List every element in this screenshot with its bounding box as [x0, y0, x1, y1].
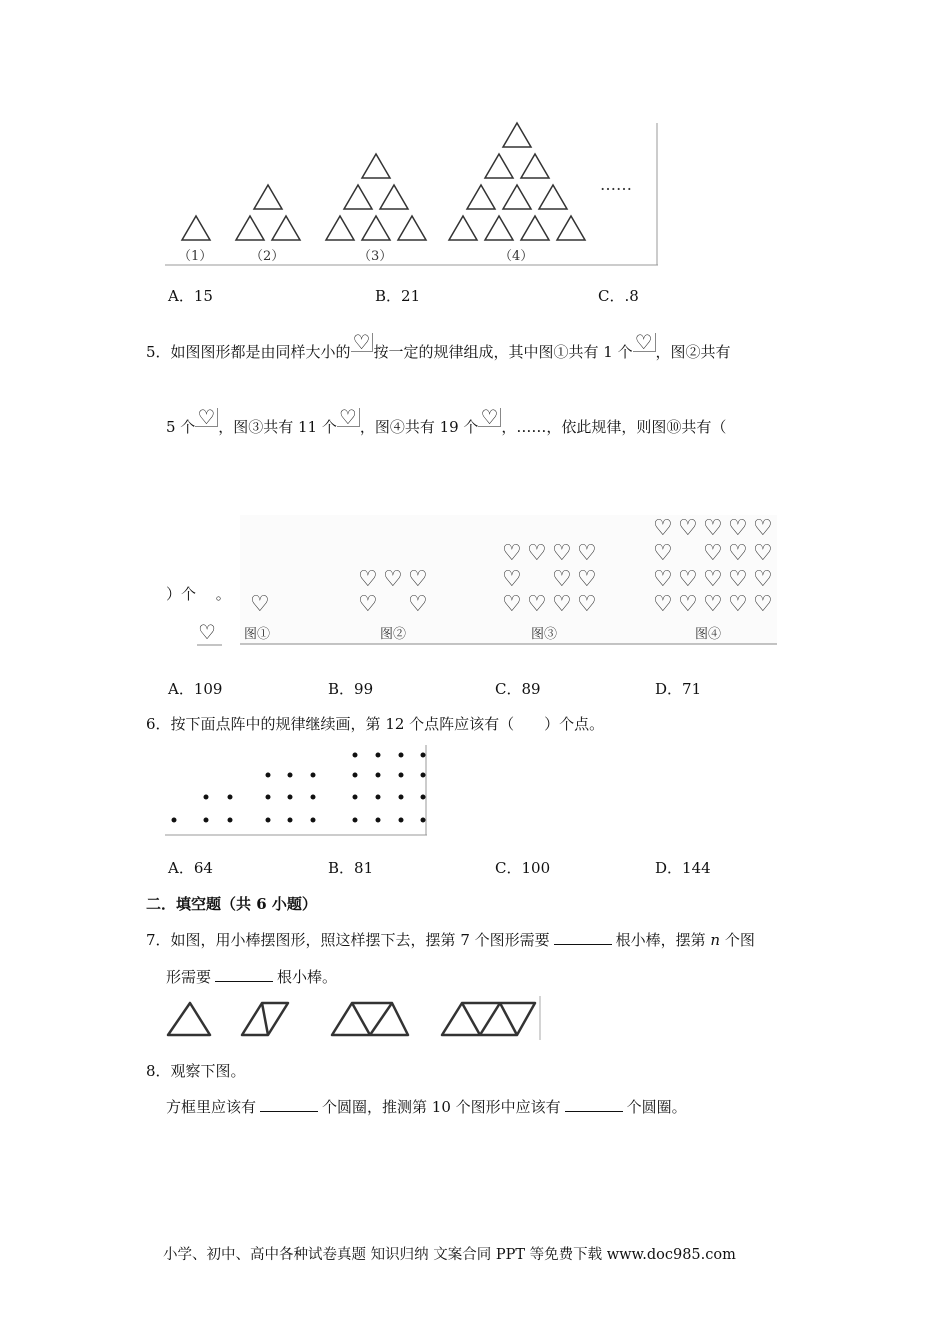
- text: 个图: [720, 931, 755, 949]
- dot: [288, 773, 293, 778]
- triangle-shape: [521, 216, 549, 240]
- heart-icon: ♡: [577, 567, 597, 592]
- heart-icon: ♡: [728, 541, 748, 566]
- dot: [399, 818, 404, 823]
- triangle-shape: [503, 185, 531, 209]
- question-7-line2: [166, 967, 337, 987]
- dot: [311, 773, 316, 778]
- heart-icon: ♡: [728, 567, 748, 592]
- option-a: A．109: [168, 680, 223, 698]
- dot: [288, 795, 293, 800]
- heart-icon: ♡: [653, 592, 673, 617]
- triangle-shape: [380, 185, 408, 209]
- text: 按一定的规律组成，其中图①共有 1 个: [373, 343, 633, 361]
- variable-n: n: [710, 931, 721, 949]
- triangle-shape: [344, 185, 372, 209]
- heart-icon: ♡: [358, 567, 378, 592]
- triangle-shape: [521, 154, 549, 178]
- heart-icon: ♡: [678, 592, 698, 617]
- text: ，图②共有: [655, 343, 731, 361]
- option-a: A．15: [168, 287, 213, 305]
- dot: [172, 818, 177, 823]
- heart-icon: ♡: [577, 541, 597, 566]
- heart-icon: ♡: [753, 516, 773, 541]
- heart-icon: ♡: [728, 592, 748, 617]
- text: 根小棒。: [277, 968, 338, 986]
- text: 方框里应该有: [166, 1098, 257, 1116]
- heart-icon: ♡: [552, 592, 572, 617]
- sticks-figure: [168, 996, 540, 1040]
- heart-icon: ♡: [678, 516, 698, 541]
- heart-icon: ♡: [753, 567, 773, 592]
- text: 个圆圈，推测第 10 个图形中应该有: [322, 1098, 561, 1116]
- dot: [353, 753, 358, 758]
- text: ，图③共有 11 个: [218, 418, 337, 436]
- dot: [376, 795, 381, 800]
- fig-label: （3）: [358, 249, 393, 264]
- text: 7．如图，用小棒摆图形，照这样摆下去，摆第 7 个图形需要: [146, 931, 550, 949]
- triangle-shape: [539, 185, 567, 209]
- heart-icon: ♡: [653, 567, 673, 592]
- dot: [399, 753, 404, 758]
- text: 形需要: [166, 968, 212, 986]
- question-8-title: 8．观察下图。: [146, 1062, 246, 1080]
- heart-icon: ♡: [250, 592, 270, 617]
- dot: [266, 795, 271, 800]
- heart-icon: ♡: [502, 592, 522, 617]
- option-b: B．81: [328, 859, 374, 877]
- heart-icon: ♡: [351, 333, 374, 352]
- answer-blank[interactable]: [554, 930, 612, 945]
- option-a: A．64: [168, 859, 213, 877]
- heart-icon: ♡: [703, 516, 723, 541]
- dot: [421, 753, 426, 758]
- ellipsis: ……: [600, 175, 632, 194]
- heart-icon: ♡: [527, 592, 547, 617]
- triangle-shape: [326, 216, 354, 240]
- footer: 小学、初中、高中各种试卷真题 知识归纳 文案合同 PPT 等免费下载 www.doc985.com: [163, 1247, 736, 1263]
- dot: [353, 795, 358, 800]
- triangle-shape: [236, 216, 264, 240]
- dot: [421, 773, 426, 778]
- fig-label: （4）: [499, 249, 534, 264]
- dot-array-figure: [165, 745, 427, 835]
- option-c: C．89: [495, 680, 541, 698]
- option-c: C．.8: [598, 287, 639, 305]
- option-c: C．100: [495, 859, 551, 877]
- heart-icon: ♡: [678, 567, 698, 592]
- fig-label: （2）: [250, 249, 285, 264]
- heart-icon: ♡: [577, 592, 597, 617]
- dot: [288, 818, 293, 823]
- question-5-line3: ）个 。: [166, 585, 231, 603]
- question-5-line1: [146, 330, 731, 362]
- dot: [353, 773, 358, 778]
- heart-icon: ♡: [198, 620, 216, 644]
- heart-icon: ♡: [552, 541, 572, 566]
- heart-icon: ♡: [753, 541, 773, 566]
- question-6: 6．按下面点阵中的规律继续画，第 12 个点阵应该有（ ）个点。: [146, 715, 605, 733]
- triangle-shape: [254, 185, 282, 209]
- question-8-line: [166, 1097, 687, 1117]
- triangle-shape: [362, 216, 390, 240]
- triangle-shape: [467, 185, 495, 209]
- option-d: D．71: [655, 680, 702, 698]
- answer-blank[interactable]: [565, 1097, 623, 1112]
- triangle-shape: [449, 216, 477, 240]
- heart-icon: ♡: [195, 408, 218, 427]
- triangle-shape: [398, 216, 426, 240]
- dot: [228, 818, 233, 823]
- heart-icon: ♡: [703, 567, 723, 592]
- dot: [266, 773, 271, 778]
- triangle-shape: [503, 123, 531, 147]
- dot: [266, 818, 271, 823]
- heart-icon: ♡: [653, 516, 673, 541]
- dot: [204, 818, 209, 823]
- question-7-line1: [146, 930, 755, 950]
- heart-icon: ♡: [703, 541, 723, 566]
- dot: [311, 795, 316, 800]
- triangle-shape: [557, 216, 585, 240]
- hearts-figure: [197, 515, 777, 645]
- heart-icon: ♡: [383, 567, 403, 592]
- heart-icon: ♡: [358, 592, 378, 617]
- heart-icon: ♡: [703, 592, 723, 617]
- text: ，图④共有 19 个: [359, 418, 479, 436]
- fig-label: 图④: [695, 627, 722, 642]
- heart-icon: ♡: [728, 516, 748, 541]
- answer-blank[interactable]: [215, 967, 273, 982]
- text: 个圆圈。: [626, 1098, 687, 1116]
- dot: [421, 795, 426, 800]
- fig-label: （1）: [178, 249, 213, 264]
- dot: [228, 795, 233, 800]
- triangle-pyramid-figure: [165, 123, 658, 265]
- triangle-shape: [272, 216, 300, 240]
- option-b: B．99: [328, 680, 374, 698]
- triangle-shape: [485, 216, 513, 240]
- fig-label: 图③: [531, 627, 558, 642]
- triangle-shape: [362, 154, 390, 178]
- triangle-shape: [485, 154, 513, 178]
- dot: [204, 795, 209, 800]
- section-heading: 二．填空题（共 6 小题）: [146, 895, 317, 913]
- dot: [399, 795, 404, 800]
- dot: [421, 818, 426, 823]
- dot: [376, 773, 381, 778]
- text: 5．如图图形都是由同样大小的: [146, 343, 351, 361]
- heart-icon: ♡: [408, 592, 428, 617]
- heart-icon: ♡: [502, 567, 522, 592]
- heart-icon: ♡: [552, 567, 572, 592]
- text: 5 个: [166, 418, 196, 436]
- heart-icon: ♡: [653, 541, 673, 566]
- fig-label: 图①: [244, 627, 271, 642]
- heart-icon: ♡: [337, 408, 360, 427]
- heart-icon: ♡: [408, 567, 428, 592]
- dot: [376, 818, 381, 823]
- question-5-line2: [166, 405, 727, 437]
- heart-icon: ♡: [502, 541, 522, 566]
- heart-icon: ♡: [753, 592, 773, 617]
- text: ，……，依此规律，则图⑩共有（: [501, 418, 727, 436]
- option-d: D．144: [655, 859, 711, 877]
- heart-icon: ♡: [478, 408, 501, 427]
- dot: [376, 753, 381, 758]
- fig-label: 图②: [380, 627, 407, 642]
- text: 根小棒，摆第: [615, 931, 711, 949]
- option-b: B．21: [375, 287, 421, 305]
- dot: [311, 818, 316, 823]
- triangle-shape: [182, 216, 210, 240]
- heart-icon: ♡: [633, 333, 656, 352]
- dot: [399, 773, 404, 778]
- dot: [353, 818, 358, 823]
- answer-blank[interactable]: [260, 1097, 318, 1112]
- heart-icon: ♡: [527, 541, 547, 566]
